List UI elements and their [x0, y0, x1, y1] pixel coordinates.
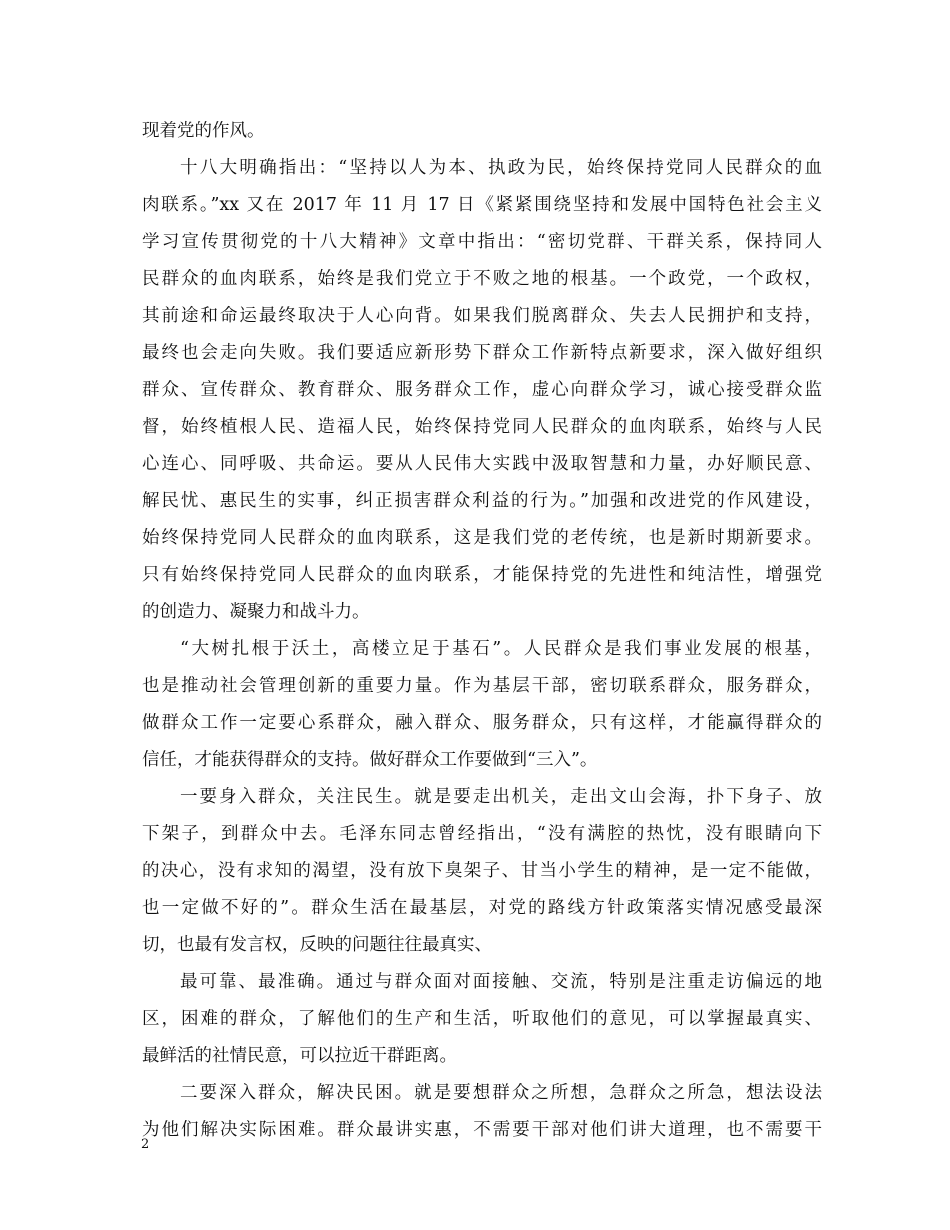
page-number: 2 — [141, 1137, 150, 1152]
text-line: 学习宣传贯彻党的十八大精神》文章中指出：“密切党群、干群关系，保持同人 — [142, 232, 822, 252]
text-line: 一要身入群众，关注民生。就是要走出机关，走出文山会海，扑下身子、放 — [180, 787, 822, 807]
text-line: 解民忧、惠民生的实事，纠正损害群众利益的行为。”加强和改进党的作风建设， — [142, 491, 822, 511]
text-line: 督，始终植根人民、造福人民，始终保持党同人民群众的血肉联系，始终与人民 — [142, 417, 822, 437]
text-line: 信任，才能获得群众的支持。做好群众工作要做到“三入”。 — [142, 750, 598, 770]
text-line: 最可靠、最准确。通过与群众面对面接触、交流，特别是注重走访偏远的地 — [180, 972, 822, 992]
text-line: 十八大明确指出：“坚持以人为本、执政为民，始终保持党同人民群众的血 — [180, 158, 822, 178]
text-line: 为他们解决实际困难。群众最讲实惠，不需要干部对他们讲大道理，也不需要干 — [142, 1120, 822, 1140]
text-line: 区，困难的群众，了解他们的生产和生活，听取他们的意见，可以掌握最真实、 — [142, 1009, 822, 1029]
text-line: 下架子，到群众中去。毛泽东同志曾经指出，“没有满腔的热忱，没有眼睛向下 — [142, 824, 822, 844]
text-line: 切，也最有发言权，反映的问题往往最真实、 — [142, 935, 492, 955]
text-line: 也一定做不好的”。群众生活在最基层，对党的路线方针政策落实情况感受最深 — [142, 898, 822, 918]
text-line: 的决心，没有求知的渴望，没有放下臭架子、甘当小学生的精神，是一定不能做， — [142, 861, 822, 881]
text-line: 最鲜活的社情民意，可以拉近干群距离。 — [142, 1046, 457, 1066]
text-line: 心连心、同呼吸、共命运。要从人民伟大实践中汲取智慧和力量，办好顺民意、 — [142, 454, 822, 474]
text-line: 的创造力、凝聚力和战斗力。 — [142, 602, 370, 622]
text-line: 也是推动社会管理创新的重要力量。作为基层干部，密切联系群众，服务群众， — [142, 676, 822, 696]
text-line: 民群众的血肉联系，始终是我们党立于不败之地的根基。一个政党，一个政权， — [142, 269, 822, 289]
text-line: “大树扎根于沃土，高楼立足于基石”。人民群众是我们事业发展的根基， — [180, 639, 822, 659]
text-line: 其前途和命运最终取决于人心向背。如果我们脱离群众、失去人民拥护和支持， — [142, 306, 822, 326]
text-line: 做群众工作一定要心系群众，融入群众、服务群众，只有这样，才能赢得群众的 — [142, 713, 822, 733]
text-line: 肉联系。”xx 又在 2017 年 11 月 17 日《紧紧围绕坚持和发展中国特色社会主义 — [142, 195, 822, 215]
text-line: 二要深入群众，解决民困。就是要想群众之所想，急群众之所急，想法设法 — [180, 1083, 822, 1103]
text-line: 现着党的作风。 — [142, 121, 265, 141]
text-line: 只有始终保持党同人民群众的血肉联系，才能保持党的先进性和纯洁性，增强党 — [142, 565, 822, 585]
text-line: 群众、宣传群众、教育群众、服务群众工作，虚心向群众学习，诚心接受群众监 — [142, 380, 822, 400]
document-body — [142, 113, 822, 1149]
text-line: 最终也会走向失败。我们要适应新形势下群众工作新特点新要求，深入做好组织 — [142, 343, 822, 363]
text-line: 始终保持党同人民群众的血肉联系，这是我们党的老传统，也是新时期新要求。 — [142, 528, 822, 548]
